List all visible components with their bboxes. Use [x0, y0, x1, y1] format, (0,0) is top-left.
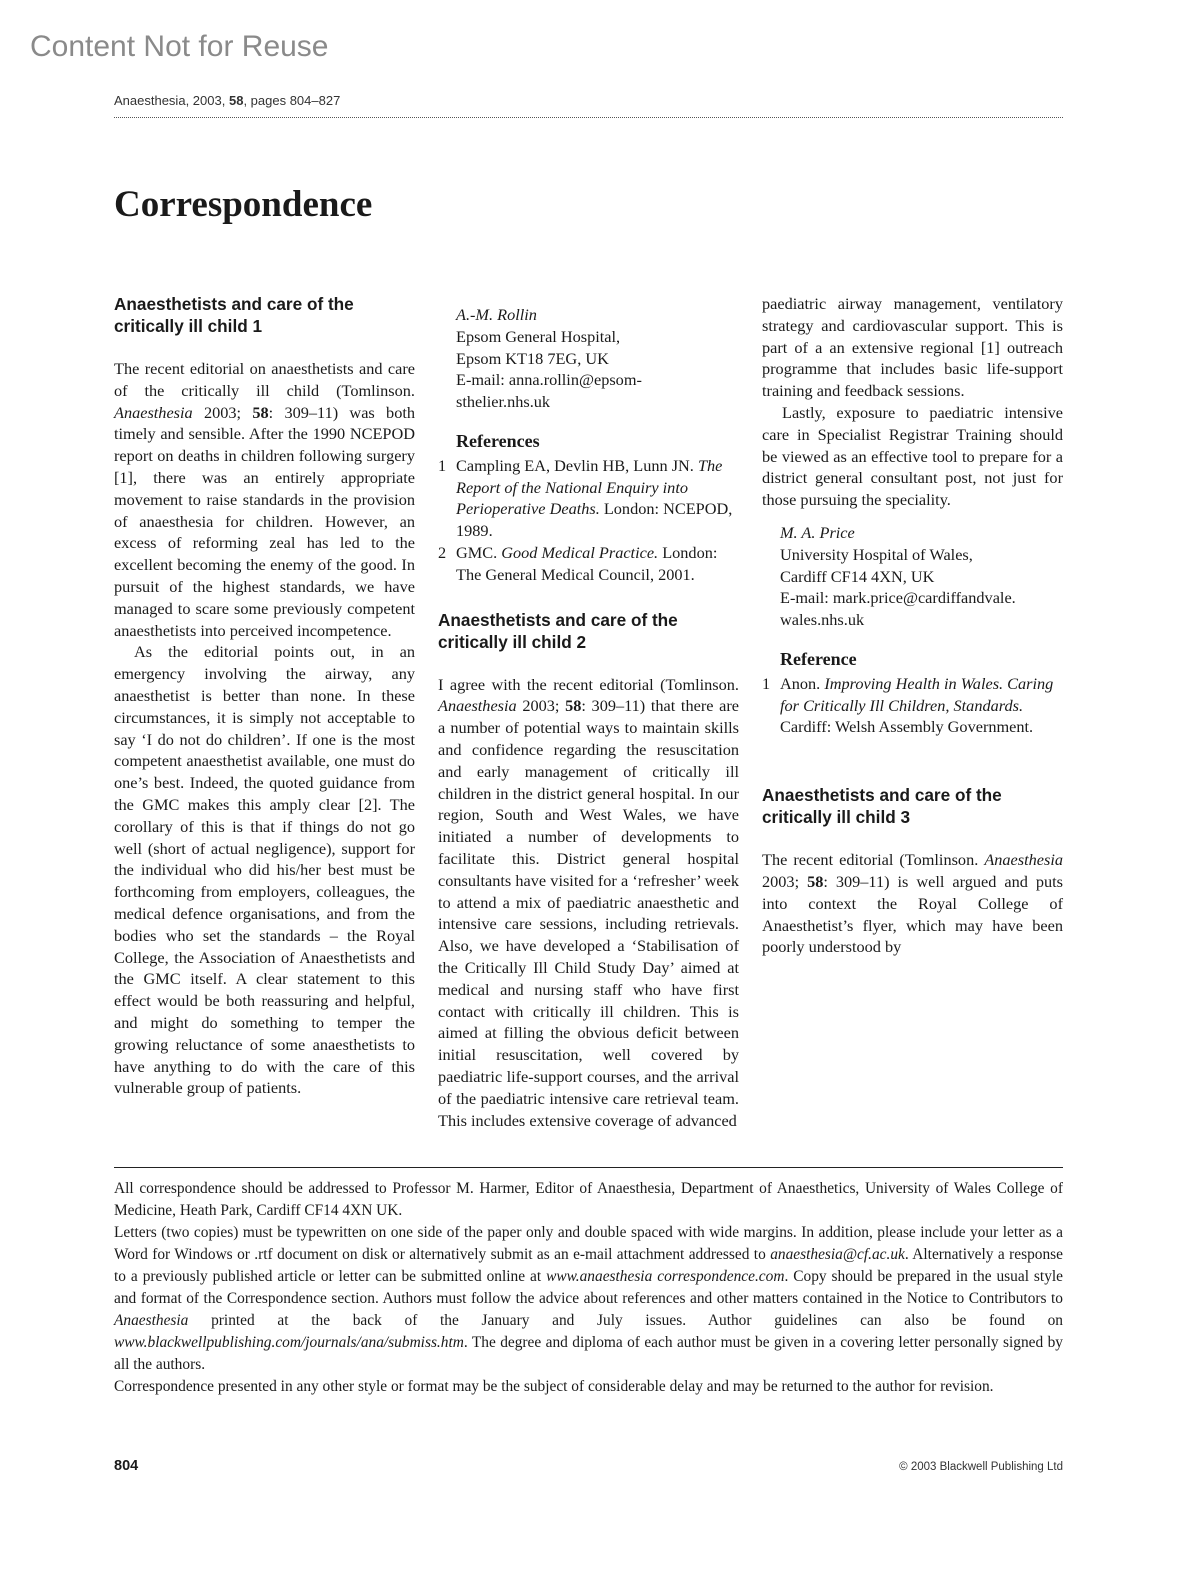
reference-item: 1 Campling EA, Devlin HB, Lunn JN. The Report of the National Enquiry into Perioperative Deaths. London: NCEPOD, 1989.: [438, 455, 733, 541]
letter-2-paragraph-1: I agree with the recent editorial (Tomlinson. Anaesthesia 2003; 58: 309–11) that there are a number of potential ways to maintain skills and confidence regarding the resuscitation and early management of critically ill children in the district general hospital. In our region, South and West Wales, we have initiated a number of developments to facilitate this. District general hospital consultants have visited for a ‘refresher’ week to attend a mix of paediatric anaesthetic and intensive care sessions, including retrievals. Also, we have developed a ‘Stabilisation of the Critically Ill Child Study Day’ aimed at medical and nursing staff who have first contact with critically ill children. This is aimed at filling the obvious deficit between initial resuscitation, well covered by paediatric life-support courses, and the arrival of the paediatric intensive care retrieval team. This includes extensive coverage of advanced: [438, 674, 740, 1130]
letter-2-affiliation-line: Cardiff CF14 4XN, UK: [780, 566, 935, 586]
letter-2-author: M. A. Price: [780, 522, 855, 542]
letter-1-signature: [456, 304, 739, 413]
header-rule: [114, 117, 1063, 118]
letter-1-affiliation-line: Epsom General Hospital,: [456, 326, 621, 346]
letter-1-paragraph-2: As the editorial points out, in an emergency involving the airway, any anaesthetist is better than none. In these circumstances, it is simply not acceptable to say ‘I do not do children’. If one is the most competent anaesthetist available, one must do one’s best. Indeed, the quoted guidance from the GMC makes this amply clear [2]. The corollary of this is that if things do not go well (short of actual negligence), support for the individual who did his/her best must be forthcoming from employers, colleagues, the medical defence organisations, and from the bodies who set the standards – the Royal College, the Association of Anaesthetists and the GMC itself. A clear statement to this effect would be both reassuring and helpful, and might do something to temper the growing reluctance of some anaesthetists to have anything to do with the care of this vulnerable group of patients.: [114, 642, 415, 1098]
letter-1-email: E-mail: anna.rollin@epsom-: [456, 370, 642, 390]
column-2: [438, 293, 739, 1131]
letter-1-author: A.-M. Rollin: [456, 305, 537, 324]
section-title: Correspondence: [114, 184, 373, 225]
letter-1-reference-list: [438, 455, 739, 586]
correspondence-instructions: [114, 1178, 1063, 1398]
copyright: © 2003 Blackwell Publishing Ltd: [899, 1461, 1063, 1473]
page-number: 804: [114, 1458, 139, 1474]
reference-item: 1 Anon. Improving Health in Wales. Caring for Critically Ill Children, Standards. Cardiff: Welsh Assembly Government.: [762, 673, 1054, 737]
letter-3-paragraph-1: The recent editorial (Tomlinson. Anaesthesia 2003; 58: 309–11) is well argued and puts into context the Royal College of Anaesthetist’s flyer, which may have been poorly understood by: [762, 850, 1063, 957]
running-head: Anaesthesia, 2003, 58, pages 804–827: [114, 93, 341, 108]
letter-1-heading: Anaesthetists and care of the critically ill child 1: [114, 294, 354, 336]
instructions-warning: Correspondence presented in any other style or format may be the subject of considerable delay and may be returned to the author for revision.: [114, 1378, 994, 1395]
letter-2-affiliation-line: University Hospital of Wales,: [780, 544, 973, 564]
letter-2-email: E-mail: mark.price@cardiffandvale.: [780, 588, 1016, 608]
guidelines-url: www.blackwellpublishing.com/journals/ana/submiss.htm: [114, 1334, 464, 1351]
letter-2-reference-list: [762, 673, 1063, 738]
letter-2-paragraph-1-continued: paediatric airway management, ventilatory strategy and cardiovascular support. This is part of a an extensive regional [1] outreach programme that includes basic life-support training and feedback sessions.: [762, 294, 1063, 401]
editor-email: anaesthesia@cf.ac.uk: [770, 1246, 905, 1263]
column-1: [114, 293, 415, 1099]
column-3: [762, 293, 1063, 958]
letter-2-email: wales.nhs.uk: [780, 610, 865, 630]
letter-1-email: sthelier.nhs.uk: [456, 392, 551, 412]
letter-1-references-heading: References: [456, 430, 540, 451]
letter-2-references-heading: Reference: [780, 648, 857, 669]
footnote-rule: [114, 1167, 1063, 1168]
letter-2-paragraph-2: Lastly, exposure to paediatric intensive care in Specialist Registrar Training should be viewed as an effective tool to prepare for a district general consultant post, not just for those pursuing the speciality.: [762, 402, 1063, 510]
letter-1-affiliation-line: Epsom KT18 7EG, UK: [456, 348, 609, 368]
letter-3-heading: Anaesthetists and care of the critically ill child 3: [762, 785, 1002, 828]
reference-item: 2 GMC. Good Medical Practice. London: The General Medical Council, 2001.: [438, 542, 718, 584]
watermark: Content Not for Reuse: [30, 30, 329, 63]
letter-1-paragraph-1: The recent editorial on anaesthetists and care of the critically ill child (Tomlinson. Anaesthesia 2003; 58: 309–11) was both timely and sensible. After the 1990 NCEPOD report on deaths in children following surgery [1], there was an entirely appropriate movement to raise standards in the provision of anaesthesia for children. However, an excess of reforming zeal has led to the excellent becoming the enemy of the good. In pursuit of the highest standards, we have managed to scare some previously competent anaesthetists into perceived incompetence.: [114, 359, 415, 640]
letter-2-signature: [780, 522, 1063, 631]
correspondence-website: www.anaesthesia correspondence.com: [546, 1268, 785, 1285]
instructions-submission: Letters (two copies) must be typewritten on one side of the paper only and double spaced with wide margins. In addition, please include your letter as a Word for Windows or .rtf document on disk or alternatively submit as an e-mail attachment addressed to anaesthesia@cf.ac.uk. Alternatively a response to a previously published article or letter can be submitted online at www.anaesthesia correspondence.com. Copy should be prepared in the usual style and format of the Correspondence section. Authors must follow the advice about references and other matters contained in the Notice to Contributors to Anaesthesia printed at the back of the January and July issues. Author guidelines can also be found on www.blackwellpublishing.com/journals/ana/submiss.htm. The degree and diploma of each author must be given in a covering letter personally signed by all the authors.: [114, 1224, 1063, 1373]
instructions-address: All correspondence should be addressed to Professor M. Harmer, Editor of Anaesthesia, Department of Anaesthetics, University of Wales College of Medicine, Heath Park, Cardiff CF14 4XN UK.: [114, 1180, 1063, 1219]
letter-2-heading: Anaesthetists and care of the critically ill child 2: [438, 609, 678, 652]
